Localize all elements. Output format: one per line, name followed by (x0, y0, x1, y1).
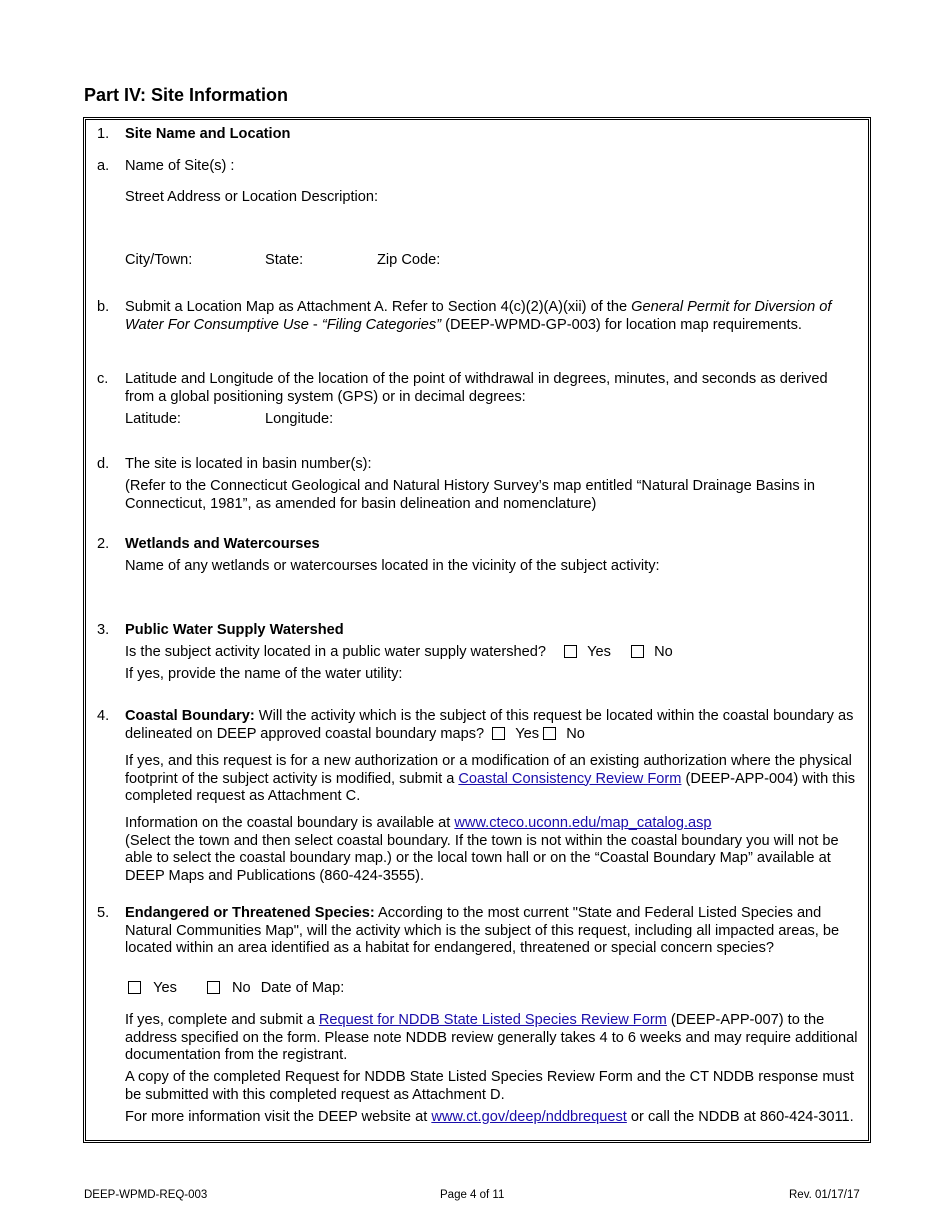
nddb-attachment-note: A copy of the completed Request for NDDB State Listed Species Review Form and the CT NDDB response must be submitted with this completed request as Attachment D. (125, 1069, 854, 1103)
item-d-label: d. (97, 456, 110, 472)
city-town-label: City/Town: (125, 252, 193, 268)
species-yes-label: Yes (153, 980, 177, 996)
species-yes-checkbox[interactable] (128, 981, 141, 994)
species-no-label: No (232, 980, 251, 996)
footer-form-id: DEEP-WPMD-REQ-003 (84, 1189, 208, 1201)
nddb-form-instructions: If yes, complete and submit a Request for NDDB State Listed Species Review Form (DEEP-APP-007) to the address specified on the form. Please note NDDB review generally takes 4 to 6 weeks and may require additional documentation from the registrant. (125, 1012, 858, 1063)
section-2-heading: Wetlands and Watercourses (125, 536, 320, 552)
coastal-form-instructions: If yes, and this request is for a new authorization or a modification of an existing authorization where the physical footprint of the subject activity is modified, submit a Coastal Consistency Review Form (DEEP-APP-004) with this completed request as Attachment C. (125, 753, 855, 804)
item-c-label: c. (97, 371, 109, 387)
endangered-species-question: Endangered or Threatened Species: According to the most current "State and Federal Listed Species and Natural Communities Map", will the activity which is the subject of this request, including all impacted areas, be located within an area identified as a habitat for endangered, threatened or special concern species? (125, 905, 840, 956)
date-of-map-label: Date of Map: (260, 980, 345, 996)
nddb-request-link[interactable]: www.ct.gov/deep/nddbrequest (431, 1109, 627, 1125)
street-address-label: Street Address or Location Description: (125, 189, 379, 205)
item-b-label: b. (97, 299, 110, 315)
state-label: State: (265, 252, 304, 268)
coastal-no-label: No (566, 725, 585, 742)
item-a-label: a. (97, 158, 110, 174)
lat-long-instructions: Latitude and Longitude of the location of the point of withdrawal in degrees, minutes, and seconds as derived from a global positioning system (GPS) or in decimal degrees: (125, 371, 828, 405)
coastal-boundary-question: Coastal Boundary: Will the activity which is the subject of this request be located within the coastal boundary as delineated on DEEP approved coastal boundary maps? Yes No (125, 708, 854, 742)
section-1-heading: Site Name and Location (125, 126, 291, 142)
basin-reference-note: (Refer to the Connecticut Geological and Natural History Survey’s map entitled “Natural Drainage Basins in Connecticut, 1981”, as amended for basin delineation and nomenclature) (125, 478, 816, 512)
water-utility-label: If yes, provide the name of the water utility: (125, 666, 403, 682)
section-1-number: 1. (97, 126, 110, 142)
footer-revision: Rev. 01/17/17 (789, 1189, 860, 1201)
footer-page-number: Page 4 of 11 (440, 1189, 505, 1201)
location-map-instructions: Submit a Location Map as Attachment A. Refer to Section 4(c)(2)(A)(xii) of the General Permit for Diversion of Water For Consumptive Use - “Filing Categories” (DEEP-WPMD-GP-003) for location map requirements. (125, 299, 832, 333)
page-title: Part IV: Site Information (84, 85, 289, 105)
coastal-yes-checkbox[interactable] (492, 727, 505, 740)
section-5-heading: Endangered or Threatened Species: (125, 905, 375, 921)
watershed-no-checkbox[interactable] (631, 645, 644, 658)
section-4-heading: Coastal Boundary: (125, 708, 255, 724)
zip-code-label: Zip Code: (377, 252, 441, 268)
site-name-label: Name of Site(s) : (125, 158, 235, 174)
species-answer-row (125, 980, 344, 998)
basin-number-label: The site is located in basin number(s): (125, 456, 372, 472)
section-3-heading: Public Water Supply Watershed (125, 622, 344, 638)
watershed-no-label: No (654, 644, 673, 660)
watershed-yes-label: Yes (587, 644, 611, 660)
nddb-review-form-link[interactable]: Request for NDDB State Listed Species Review Form (318, 1012, 667, 1028)
coastal-consistency-form-link[interactable]: Coastal Consistency Review Form (458, 770, 682, 787)
coastal-boundary-info: Information on the coastal boundary is available at www.cteco.uconn.edu/map_catalog.asp (Select the town and then select coastal boundary. If the town is not within the coastal boundary you will not be able to select the coastal boundary map.) or the local town hall or on the “Coastal Boundary Map” available at DEEP Maps and Publications (860-424-3555). (125, 815, 839, 884)
watershed-yes-checkbox[interactable] (564, 645, 577, 658)
coastal-no-checkbox[interactable] (543, 727, 556, 740)
wetlands-label: Name of any wetlands or watercourses located in the vicinity of the subject activity: (125, 558, 660, 574)
section-4-number: 4. (97, 708, 110, 724)
cteco-map-link[interactable]: www.cteco.uconn.edu/map_catalog.asp (454, 815, 712, 831)
latitude-label: Latitude: (125, 411, 181, 427)
section-2-number: 2. (97, 536, 110, 552)
species-no-checkbox[interactable] (207, 981, 220, 994)
coastal-yes-label: Yes (515, 725, 540, 742)
longitude-label: Longitude: (265, 411, 334, 427)
section-3-number: 3. (97, 622, 110, 638)
section-5-number: 5. (97, 905, 110, 921)
nddb-more-info: For more information visit the DEEP website at www.ct.gov/deep/nddbrequest or call the NDDB at 860-424-3011. (125, 1109, 854, 1125)
watershed-question-row (125, 644, 673, 662)
watershed-question: Is the subject activity located in a public water supply watershed? (125, 644, 547, 660)
